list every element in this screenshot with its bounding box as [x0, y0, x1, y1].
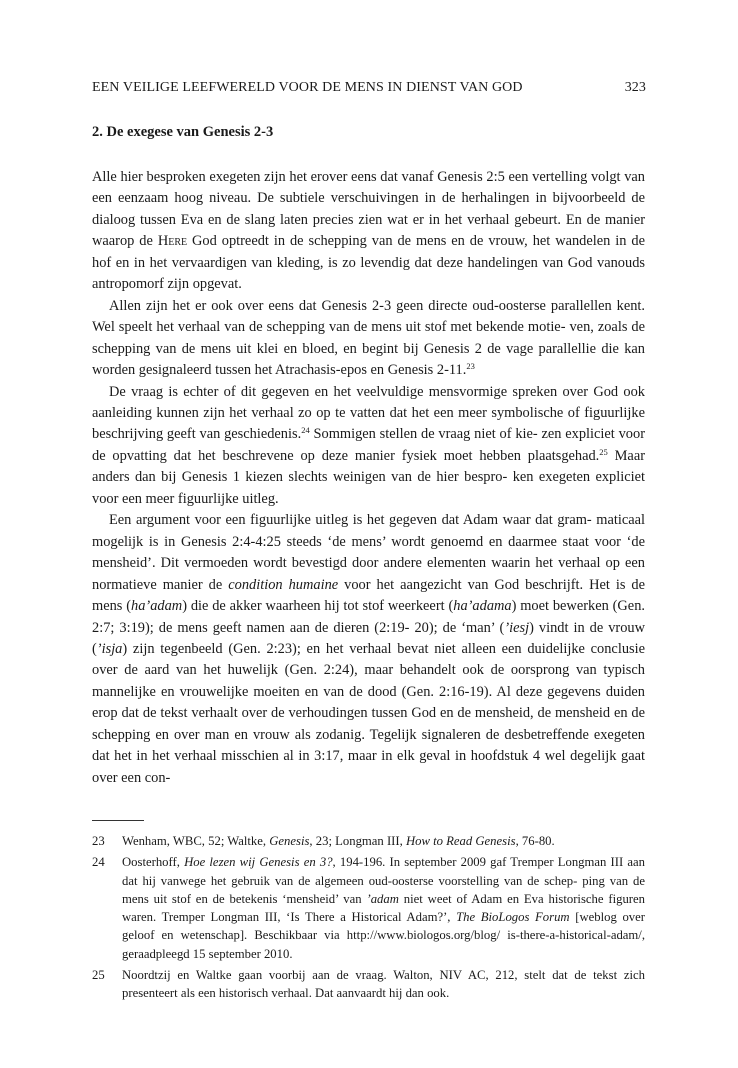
text-run: niet weet of Adam en Eva historische figuren waren. Tremper Longman III, ‘Is There a Historical Adam?’, [122, 891, 645, 925]
running-header [92, 80, 646, 100]
footnote-separator [92, 820, 144, 821]
text-run: Alle hier besproken exegeten zijn het erover eens dat vanaf Genesis 2:5 een vertelling volgt van een eenzaam hoog niveau. De subtiele verschuivingen in de herhalingen in bijvoorbeeld de dialoog tussen Eva en de slang laten precies zien wat er in het verhaal gebeurt. En de manier waarop de [92, 169, 645, 250]
page-number: 323 [624, 80, 646, 95]
footnotes [92, 832, 645, 1006]
italic-title: How to Read Genesis [405, 834, 516, 848]
italic-term: condition humaine [228, 576, 339, 593]
text-run: ) moet bewerken (Gen. 2:7; 3:19); de mens geeft namen aan de dieren (2:19- 20); de ‘man’ ( [92, 598, 645, 636]
footnote-ref-23[interactable]: 23 [466, 361, 475, 372]
italic-title: The BioLogos Forum [456, 910, 570, 925]
text-run: Noordtzij en Waltke gaan voorbij aan de vraag. Walton, NIV AC, 212, stelt dat de tekst zich presenteert als een historisch verhaal. Dat aanvaardt hij dan ook. [122, 968, 645, 1001]
running-title: EEN VEILIGE LEEFWERELD VOOR DE MENS IN DIENST VAN GOD [92, 80, 523, 95]
footnote-number: 24 [92, 855, 105, 870]
footnote-number: 25 [92, 968, 105, 983]
text-run: voor het aangezicht van God beschrijft. Het is de mens ( [92, 576, 646, 615]
italic-term: ’adam [366, 891, 399, 906]
text-run: , 76-80. [515, 834, 555, 848]
footnote-24 [92, 853, 645, 963]
italic-term: ha’adam [131, 598, 183, 615]
footnote-25 [92, 966, 645, 1003]
italic-term: ha’adama [453, 598, 512, 615]
footnote-ref-25[interactable]: 25 [599, 446, 608, 457]
text-run: Een argument voor een figuurlijke uitleg is het gegeven dat Adam waar dat gram- maticaal mogelijk is in Genesis 2:4-4:25 steeds ‘de mens’ wordt genoemd en daarmee staat voor ‘de mensheid’. Dit vermoeden wordt bevestigd door andere elementen waarin het verhaal op een normatieve manier de [92, 512, 645, 593]
small-caps-here: Here [157, 233, 188, 250]
text-run: Wenham, WBC, 52; Waltke, [122, 834, 270, 848]
text-run: ) zijn tegenbeeld (Gen. 2:23); en het verhaal bevat niet alleen een duidelijke conclusie over de aard van het huwelijk (Gen. 2:24), maar behandelt ook de oorsprong van typisch mannelijke en vrouwelijke moeiten en van de dood (Gen. 2:16-19). Al deze gegevens duiden erop dat de tekst verhaalt over de verhoudingen tussen God en de mensheid, de mensheid en de schepping en over man en vrouw als zodanig. Tegelijk signaleren de desbetreffende exegeten dat het in het verhaal misschien al in 3:17, maar in elk geval in hoofdstuk 4 wel degelijk gaat over een con- [92, 640, 645, 786]
paragraph-3 [92, 382, 645, 511]
section-heading: 2. De exegese van Genesis 2-3 [92, 124, 274, 140]
text-run: Sommigen stellen de vraag niet of kie- zen expliciet voor de opvatting dat het beschrevene op deze manier fysiek moet hebben plaatsgehad. [92, 426, 645, 464]
text-run: [weblog over geloof en wetenschap]. Beschikbaar via http://www.biologos.org/blog/ is-there-a-historical-adam/, geraadpleegd 15 september 2010. [122, 910, 646, 961]
footnote-23 [92, 832, 645, 850]
text-run: , 194-196. In september 2009 gaf Tremper Longman III aan dat hij vanwege het gebruik van de algemeen oud-oosterse voorstelling van de schep- ping van de mens uit stof en de betekenis ‘mensheid’ van [122, 855, 645, 906]
text-run: God optreedt in de schepping van de mens en de vrouw, het wandelen in de hof en in het vervaardigen van kleding, is zo levendig dat deze handelingen van God vanouds antropomorf zijn opgevat. [92, 233, 645, 293]
text-run: Oosterhoff, [122, 855, 185, 870]
paragraph-2 [92, 296, 645, 382]
paragraph-1 [92, 167, 645, 296]
italic-term: ’iesj [504, 619, 530, 636]
italic-term: ’isja [96, 640, 123, 657]
text-run: Allen zijn het er ook over eens dat Genesis 2-3 geen directe oud-oosterse parallellen kent. Wel speelt het verhaal van de schepping van de mens uit stof met bekende motie- ven, zoals de schepping van de mens uit klei en bloed, en begint bij Genesis 2 de vage parallellie die kan worden gesignaleerd tussen het Atrachasis-epos en Genesis 2-11. [92, 297, 645, 379]
text-run: ) vindt in de vrouw ( [92, 619, 645, 657]
italic-title: Hoe lezen wij Genesis en 3? [184, 855, 333, 870]
footnote-ref-24[interactable]: 24 [301, 425, 310, 436]
paragraph-4 [92, 510, 645, 789]
body-text [92, 167, 645, 789]
italic-title: Genesis [269, 834, 310, 848]
text-run: , 23; Longman III, [309, 834, 406, 848]
text-run: ) die de akker waarheen hij tot stof weerkeert ( [182, 598, 454, 615]
footnote-number: 23 [92, 834, 105, 848]
text-run: De vraag is echter of dit gegeven en het veelvuldige mensvormige spreken over God ook aanleiding kunnen zijn het verhaal zo op te vatten dat het een meer symbolische of figuurlijke beschrijving geeft van geschiedenis. [92, 383, 645, 443]
text-run: Maar anders dan bij Genesis 1 kiezen slechts weinigen van de hier bespro- ken exegeten expliciet voor een meer figuurlijke uitleg. [92, 447, 645, 507]
